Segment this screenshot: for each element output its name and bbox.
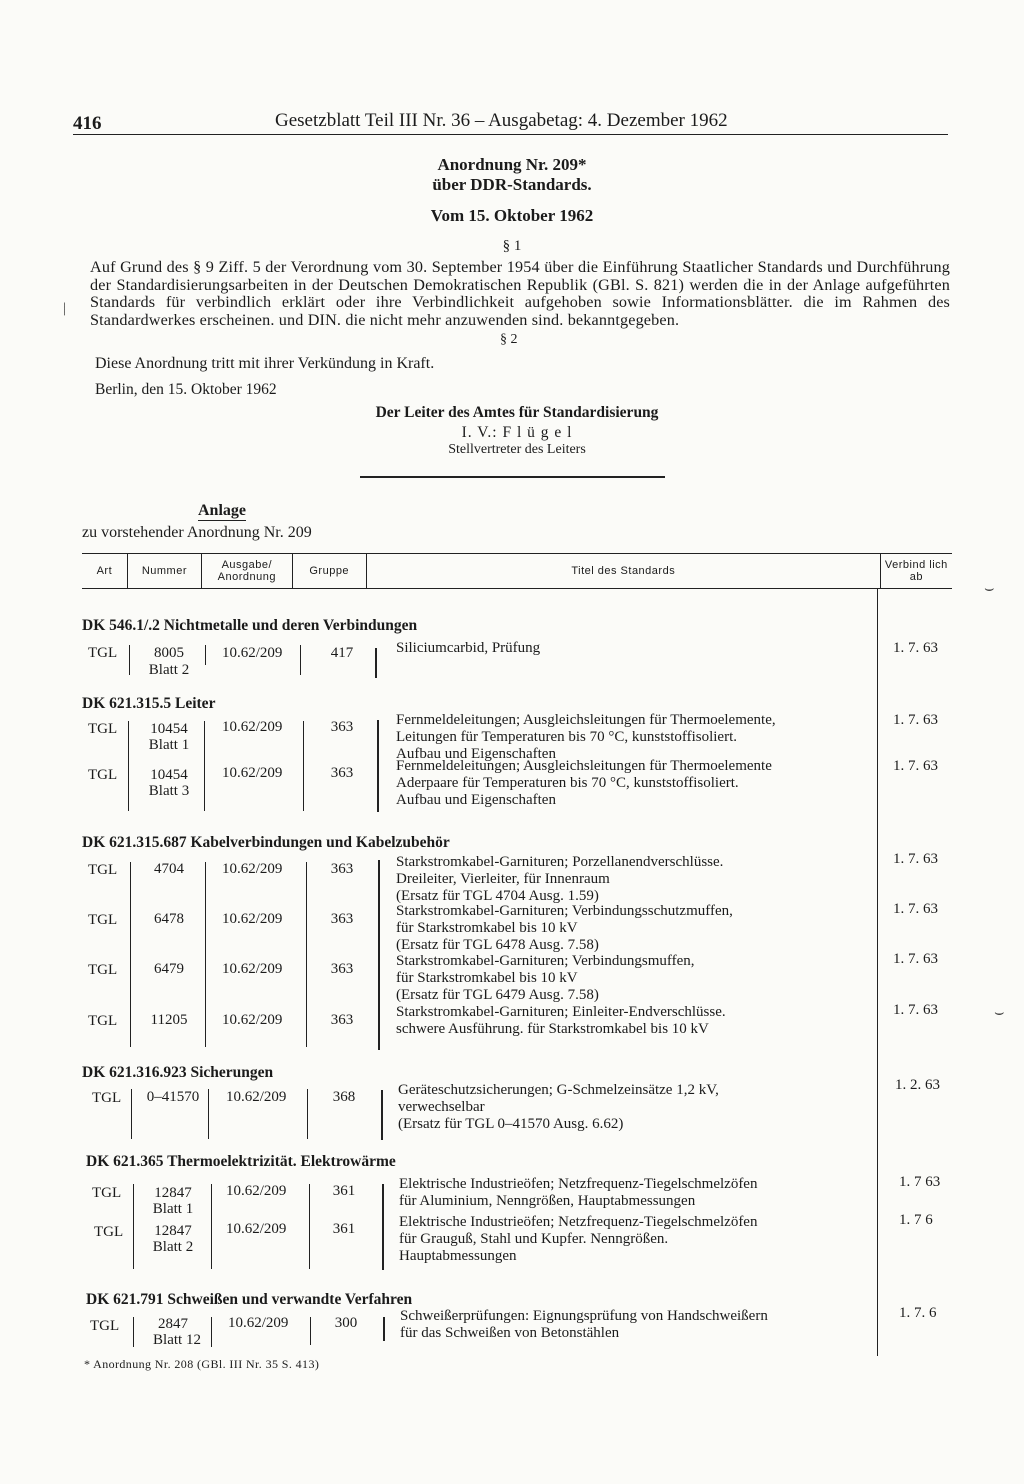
row-rule — [205, 862, 206, 1047]
signer-name: I. V.: F l ü g e l — [461, 424, 573, 441]
cell-art: TGL — [88, 645, 118, 661]
annex-heading: Anlage — [198, 502, 246, 519]
cell-ausgabe: 10.62/209 — [222, 861, 283, 877]
column-header-titel: Titel des Standards — [366, 554, 880, 589]
section-heading: DK 621.316.923 Sicherungen — [82, 1064, 274, 1081]
cell-blatt: Blatt 2 — [152, 1239, 194, 1255]
cell-titel: verwechselbar — [398, 1099, 485, 1115]
row-rule — [133, 1184, 134, 1269]
cell-verbindlich: 1. 7. 63 — [893, 851, 938, 867]
cell-ausgabe: 10.62/209 — [222, 645, 283, 661]
cell-titel: Hauptabmessungen — [399, 1248, 517, 1264]
cell-nummer: 10454 — [150, 721, 188, 737]
cell-titel: Aufbau und Eigenschaften — [396, 792, 556, 808]
cell-verbindlich: 1. 7 63 — [899, 1174, 941, 1190]
cell-ausgabe: 10.62/209 — [222, 1012, 283, 1028]
section-heading: DK 621.315.687 Kabelverbindungen und Kabelzubehör — [82, 834, 450, 851]
cell-verbindlich: 1. 7. 63 — [893, 1002, 938, 1018]
cell-verbindlich: 1. 7. 63 — [893, 901, 938, 917]
signer-office: Der Leiter des Amtes für Standardisierung — [375, 404, 659, 421]
cell-blatt: Blatt 1 — [148, 737, 190, 753]
cell-nummer: 8005 — [154, 645, 184, 661]
cell-ausgabe: 10.62/209 — [222, 765, 283, 781]
cell-nummer: 12847 — [154, 1185, 192, 1201]
cell-nummer: 11205 — [150, 1012, 188, 1028]
running-head: Gesetzblatt Teil III Nr. 36 – Ausgabetag: 4. Dezember 1962 — [275, 110, 728, 131]
row-rule — [300, 645, 301, 675]
cell-titel: Aderpaare für Temperaturen bis 70 °C, kunststoffisoliert. — [396, 775, 739, 791]
cell-titel: für Grauguß, Stahl und Kupfer. Nenngrößen. — [399, 1231, 669, 1247]
cell-titel: für Aluminium, Nenngrößen, Hauptabmessungen — [399, 1193, 696, 1209]
ordinance-subtitle: über DDR-Standards. — [432, 175, 592, 194]
cell-ausgabe: 10.62/209 — [226, 1089, 287, 1105]
row-rule — [204, 721, 205, 811]
cell-titel: (Ersatz für TGL 6479 Ausg. 7.58) — [396, 987, 599, 1003]
cell-titel: Starkstromkabel-Garnituren; Einleiter-Endverschlüsse. — [396, 1004, 726, 1020]
row-rule — [303, 721, 304, 811]
cell-ausgabe: 10.62/209 — [228, 1315, 289, 1331]
cell-titel: Starkstromkabel-Garnituren; Verbindungsschutzmuffen, — [396, 903, 733, 919]
cell-art: TGL — [88, 912, 118, 928]
cell-titel: (Ersatz für TGL 4704 Ausg. 1.59) — [396, 888, 599, 904]
cell-blatt: Blatt 12 — [153, 1332, 201, 1348]
margin-mark: ⌣ — [984, 580, 995, 597]
cell-nummer: 6479 — [154, 961, 184, 977]
section-heading: DK 621.365 Thermoelektrizität. Elektrowärme — [86, 1153, 396, 1170]
page-number: 416 — [73, 113, 102, 134]
cell-verbindlich: 1. 2. 63 — [895, 1077, 940, 1093]
cell-titel: Schweißerprüfungen: Eignungsprüfung von Handschweißern — [400, 1308, 768, 1324]
cell-art: TGL — [88, 767, 118, 783]
cell-verbindlich: 1. 7. 63 — [893, 951, 938, 967]
signature-rule — [360, 476, 665, 478]
margin-mark: ⌣ — [994, 1004, 1005, 1021]
cell-art: TGL — [88, 721, 118, 737]
cell-titel: für das Schweißen von Betonstählen — [400, 1325, 620, 1341]
row-rule — [383, 1317, 385, 1341]
annex-subheading: zu vorstehender Anordnung Nr. 209 — [82, 524, 312, 541]
cell-titel: Elektrische Industrieöfen; Netzfrequenz-Tiegelschmelzöfen — [399, 1176, 758, 1192]
cell-art: TGL — [90, 1318, 120, 1334]
cell-nummer: 2847 — [158, 1316, 188, 1332]
cell-nummer: 0–41570 — [146, 1089, 200, 1105]
cell-verbindlich: 1. 7. 63 — [893, 712, 938, 728]
paragraph-1-text: Auf Grund des § 9 Ziff. 5 der Verordnung vom 30. September 1954 über die Einführung Staatlicher Standards und Durchführung der Standardisierungsarbeiten in der Deutschen Demokratischen Republik (GBl. S. 821) werden die in der Anlage aufgeführten Standards für verbindlich erklärt oder ihre Verbindlichkeit aufgehoben sowie Informationsblätter. die im Rahmen des Standardwerkes erscheinen. und DIN. die nicht mehr anzuwenden sind. bekanntgegeben. — [90, 258, 950, 329]
cell-nummer: 12847 — [154, 1223, 192, 1239]
column-header-nummer: Nummer — [127, 554, 201, 589]
cell-titel: Aufbau und Eigenschaften — [396, 746, 556, 762]
cell-gruppe: 361 — [332, 1221, 356, 1237]
column-rule-verbindlich — [877, 589, 878, 1356]
cell-gruppe: 417 — [330, 645, 354, 661]
row-rule — [310, 1317, 311, 1345]
cell-verbindlich: 1. 7. 63 — [893, 758, 938, 774]
cell-gruppe: 363 — [330, 861, 354, 877]
row-rule — [208, 1089, 209, 1139]
paragraph-2-text: Diese Anordnung tritt mit ihrer Verkündung in Kraft. — [95, 355, 435, 372]
cell-gruppe: 363 — [330, 911, 354, 927]
row-rule — [309, 1184, 310, 1269]
row-rule — [382, 1184, 384, 1270]
row-rule — [377, 720, 379, 812]
ordinance-title: Anordnung Nr. 209* — [437, 155, 587, 174]
cell-ausgabe: 10.62/209 — [226, 1183, 287, 1199]
cell-verbindlich: 1. 7 6 — [899, 1212, 933, 1228]
cell-nummer: 10454 — [150, 767, 188, 783]
cell-gruppe: 363 — [330, 1012, 354, 1028]
row-rule — [130, 862, 131, 1047]
row-rule — [211, 1317, 212, 1347]
cell-titel: Siliciumcarbid, Prüfung — [396, 640, 541, 656]
cell-gruppe: 300 — [334, 1315, 358, 1331]
cell-gruppe: 363 — [330, 765, 354, 781]
column-header-ausgabe: Ausgabe/ Anordnung — [202, 554, 293, 589]
cell-art: TGL — [88, 962, 118, 978]
cell-titel: für Starkstromkabel bis 10 kV — [396, 920, 578, 936]
cell-ausgabe: 10.62/209 — [222, 719, 283, 735]
cell-blatt: Blatt 3 — [148, 783, 190, 799]
ordinance-date: Vom 15. Oktober 1962 — [430, 206, 594, 225]
footnote: * Anordnung Nr. 208 (GBl. III Nr. 35 S. 413) — [84, 1357, 320, 1371]
header-rule — [73, 134, 948, 135]
place-and-date: Berlin, den 15. Oktober 1962 — [95, 381, 277, 398]
paragraph-2-label: § 2 — [500, 332, 518, 347]
cell-titel: Starkstromkabel-Garnituren; Verbindungsmuffen, — [396, 953, 695, 969]
column-header-art: Art — [82, 554, 127, 589]
cell-ausgabe: 10.62/209 — [222, 961, 283, 977]
cell-titel: Dreileiter, Vierleiter, für Innenraum — [396, 871, 610, 887]
cell-titel: schwere Ausführung. für Starkstromkabel bis 10 kV — [396, 1021, 709, 1037]
row-rule — [129, 645, 130, 675]
column-header-gruppe: Gruppe — [292, 554, 366, 589]
cell-verbindlich: 1. 7. 6 — [899, 1305, 937, 1321]
cell-art: TGL — [94, 1224, 124, 1240]
cell-titel: (Ersatz für TGL 6478 Ausg. 7.58) — [396, 937, 599, 953]
row-rule — [381, 1090, 383, 1140]
cell-art: TGL — [88, 862, 118, 878]
column-header-verbindlich: Verbind lich ab — [880, 554, 952, 589]
cell-blatt: Blatt 1 — [152, 1201, 194, 1217]
margin-mark: ⁄ — [59, 301, 72, 318]
row-rule — [306, 862, 307, 1047]
cell-nummer: 4704 — [154, 861, 184, 877]
cell-ausgabe: 10.62/209 — [226, 1221, 287, 1237]
cell-art: TGL — [88, 1013, 118, 1029]
cell-gruppe: 361 — [332, 1183, 356, 1199]
cell-titel: Fernmeldeleitungen; Ausgleichsleitungen für Thermoelemente — [396, 758, 772, 774]
cell-verbindlich: 1. 7. 63 — [893, 640, 938, 656]
cell-art: TGL — [92, 1185, 122, 1201]
cell-titel: Geräteschutzsicherungen; G-Schmelzeinsätze 1,2 kV, — [398, 1082, 719, 1098]
annex-table-header — [82, 553, 952, 589]
row-rule — [307, 1089, 308, 1139]
row-rule — [131, 1089, 132, 1139]
cell-titel: für Starkstromkabel bis 10 kV — [396, 970, 578, 986]
row-rule — [211, 1184, 212, 1269]
row-rule — [133, 1317, 134, 1347]
row-rule — [128, 721, 129, 811]
cell-gruppe: 363 — [330, 961, 354, 977]
cell-gruppe: 368 — [332, 1089, 356, 1105]
paragraph-1-label: § 1 — [502, 238, 522, 254]
cell-titel: Starkstromkabel-Garnituren; Porzellanendverschlüsse. — [396, 854, 724, 870]
row-rule — [378, 860, 380, 1050]
section-heading: DK 546.1/.2 Nichtmetalle und deren Verbindungen — [82, 617, 418, 634]
row-rule — [375, 648, 377, 678]
cell-nummer: 6478 — [154, 911, 184, 927]
section-heading: DK 621.315.5 Leiter — [82, 695, 216, 712]
cell-titel: Fernmeldeleitungen; Ausgleichsleitungen für Thermoelemente, — [396, 712, 776, 728]
signer-role: Stellvertreter des Leiters — [448, 442, 586, 457]
cell-titel: (Ersatz für TGL 0–41570 Ausg. 6.62) — [398, 1116, 624, 1132]
row-rule — [205, 645, 206, 665]
cell-titel: Elektrische Industrieöfen; Netzfrequenz-Tiegelschmelzöfen — [399, 1214, 758, 1230]
section-heading: DK 621.791 Schweißen und verwandte Verfahren — [86, 1291, 413, 1308]
cell-titel: Leitungen für Temperaturen bis 70 °C, kunststoffisoliert. — [396, 729, 738, 745]
cell-ausgabe: 10.62/209 — [222, 911, 283, 927]
cell-blatt: Blatt 2 — [148, 662, 190, 678]
cell-gruppe: 363 — [330, 719, 354, 735]
cell-art: TGL — [92, 1090, 122, 1106]
